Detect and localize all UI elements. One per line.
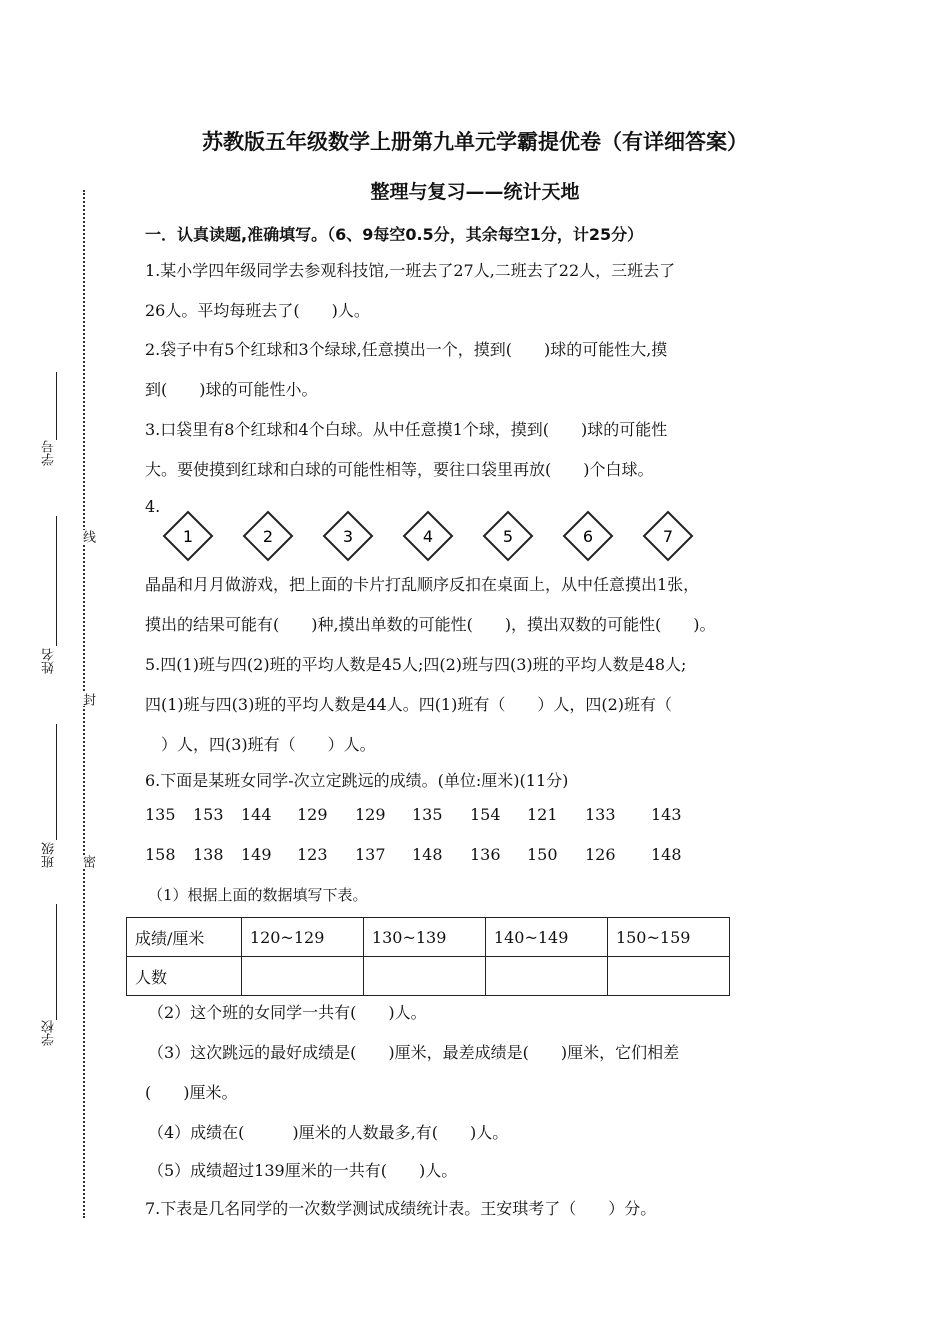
seal-char-seal: 封	[80, 693, 95, 706]
q1-line2: 26人。平均每班去了( )人。	[145, 301, 370, 320]
q6-sub2: （2）这个班的女同学一共有( )人。	[148, 1003, 427, 1022]
number-card	[562, 510, 614, 562]
school-label: 学校	[42, 1020, 57, 1046]
student-id-field[interactable]	[56, 372, 57, 440]
number-card	[642, 510, 694, 562]
table-row-label: 人数	[127, 957, 242, 996]
data-value: 148	[412, 845, 443, 864]
table-answer-cell[interactable]	[363, 957, 485, 996]
school-field[interactable]	[56, 904, 57, 1020]
number-card	[242, 510, 294, 562]
seal-char-secret: 密	[80, 855, 95, 868]
q4-line1: 晶晶和月月做游戏，把上面的卡片打乱顺序反扣在桌面上，从中任意摸出1张，	[145, 575, 700, 594]
section-heading: 一．认真读题,准确填写。（6、9每空0.5分，其余每空1分，计25分）	[145, 225, 644, 244]
q2-line1: 2.袋子中有5个红球和3个绿球,任意摸出一个，摸到( )球的可能性大,摸	[145, 340, 668, 359]
q3-line2: 大。要使摸到红球和白球的可能性相等，要往口袋里再放( )个白球。	[145, 460, 654, 479]
number-card-label: 5	[502, 527, 514, 546]
q6-intro: 6.下面是某班女同学-次立定跳远的成绩。(单位:厘米)(11分)	[145, 771, 569, 790]
data-value: 138	[193, 845, 224, 864]
data-value: 133	[585, 805, 616, 824]
number-card	[482, 510, 534, 562]
q1-line1: 1.某小学四年级同学去参观科技馆,一班去了27人,二班去了22人，三班去了	[145, 261, 676, 280]
q2-line2: 到( )球的可能性小。	[145, 380, 318, 399]
class-label: 班级	[42, 842, 57, 868]
page-subtitle: 整理与复习——统计天地	[370, 181, 580, 203]
data-value: 150	[527, 845, 558, 864]
number-card	[402, 510, 454, 562]
q4-label: 4.	[145, 497, 161, 516]
data-value: 135	[412, 805, 443, 824]
table-answer-cell[interactable]	[485, 957, 607, 996]
data-value: 121	[527, 805, 558, 824]
number-card	[162, 510, 214, 562]
q5-line3: ）人，四(3)班有（ ）人。	[145, 735, 376, 754]
name-label: 姓名	[42, 648, 57, 674]
table-header-cell: 成绩/厘米	[127, 918, 242, 957]
table-answer-cell[interactable]	[241, 957, 363, 996]
number-card-label: 7	[662, 527, 674, 546]
name-field[interactable]	[56, 516, 57, 646]
table-header-cell: 140~149	[485, 918, 607, 957]
data-value: 123	[297, 845, 328, 864]
table-header-cell: 130~139	[363, 918, 485, 957]
data-value: 144	[241, 805, 272, 824]
score-table	[126, 917, 730, 996]
data-value: 137	[355, 845, 386, 864]
number-card-label: 4	[422, 527, 434, 546]
number-card-label: 3	[342, 527, 354, 546]
data-value: 126	[585, 845, 616, 864]
data-value: 143	[651, 805, 682, 824]
data-value: 129	[355, 805, 386, 824]
table-row	[127, 957, 730, 996]
table-header-cell: 120~129	[241, 918, 363, 957]
data-value: 158	[145, 845, 176, 864]
table-row	[127, 918, 730, 957]
number-card-label: 2	[262, 527, 274, 546]
data-value: 135	[145, 805, 176, 824]
data-value: 129	[297, 805, 328, 824]
data-value: 136	[470, 845, 501, 864]
page-title: 苏教版五年级数学上册第九单元学霸提优卷（有详细答案）	[202, 130, 748, 154]
number-card-label: 6	[582, 527, 594, 546]
q6-sub3-line1: （3）这次跳远的最好成绩是( )厘米，最差成绩是( )厘米，它们相差	[148, 1043, 680, 1062]
q3-line1: 3.口袋里有8个红球和4个白球。从中任意摸1个球，摸到( )球的可能性	[145, 420, 668, 439]
table-header-cell: 150~159	[607, 918, 729, 957]
student-id-label: 学号	[42, 440, 57, 466]
number-card-label: 1	[182, 527, 194, 546]
data-value: 149	[241, 845, 272, 864]
q6-sub5: （5）成绩超过139厘米的一共有( )人。	[148, 1161, 458, 1180]
data-value: 148	[651, 845, 682, 864]
class-field[interactable]	[56, 724, 57, 840]
q5-line1: 5.四(1)班与四(2)班的平均人数是45人;四(2)班与四(3)班的平均人数是48人;	[145, 655, 687, 674]
q4-line2: 摸出的结果可能有( )种,摸出单数的可能性( )，摸出双数的可能性( )。	[145, 615, 716, 634]
number-card	[322, 510, 374, 562]
q5-line2: 四(1)班与四(3)班的平均人数是44人。四(1)班有（ ）人，四(2)班有（	[145, 695, 673, 714]
q6-sub1: （1）根据上面的数据填写下表。	[148, 886, 368, 904]
q6-sub4: （4）成绩在( )厘米的人数最多,有( )人。	[148, 1123, 509, 1142]
q6-sub3-line2: ( )厘米。	[145, 1083, 238, 1102]
q7-line1: 7.下表是几名同学的一次数学测试成绩统计表。王安琪考了（ ）分。	[145, 1199, 657, 1218]
data-value: 153	[193, 805, 224, 824]
data-value: 154	[470, 805, 501, 824]
seal-char-line: 线	[80, 530, 95, 543]
table-answer-cell[interactable]	[607, 957, 729, 996]
